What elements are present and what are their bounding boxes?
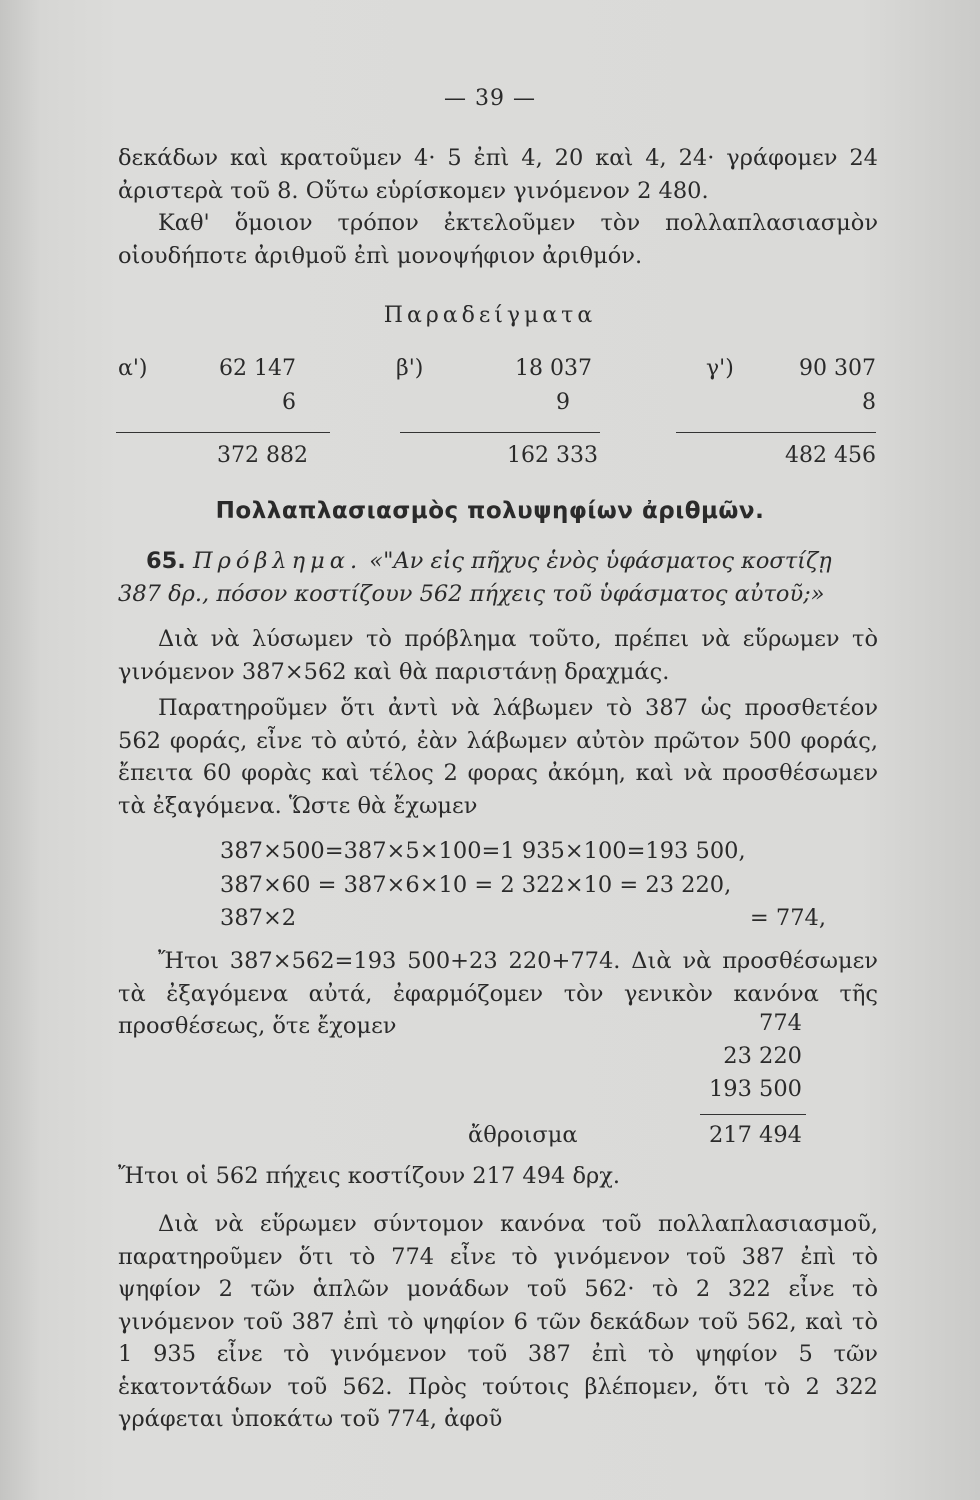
example-result: 162 333 — [507, 443, 598, 468]
problem-text-1: «"Αν εἰς πῆχυς ἑνὸς ὑφάσματος κοστίζῃ — [369, 548, 832, 574]
example-result: 482 456 — [785, 443, 876, 468]
section-heading: Πολλαπλασιασμὸς πολυψηφίων ἀριθμῶν. — [215, 498, 765, 524]
sum-total: 217 494 — [708, 1122, 802, 1148]
example-rule — [116, 432, 330, 433]
example-multiplicand: 62 147 — [219, 356, 296, 381]
example-rule — [400, 432, 600, 433]
example-multiplicand: 18 037 — [515, 356, 592, 381]
sum-rule — [700, 1114, 806, 1115]
example-label: β') — [396, 356, 424, 381]
example-label: α') — [118, 356, 148, 381]
problem-line-1 — [146, 548, 832, 574]
sum-addend: 193 500 — [708, 1076, 802, 1102]
calc-line-result: = 774, — [749, 905, 826, 931]
examples-title: Παραδείγματα — [383, 303, 597, 328]
sum-addend: 774 — [759, 1010, 802, 1036]
example-result: 372 882 — [217, 443, 308, 468]
example-multiplier: 8 — [862, 390, 876, 415]
example-rule — [676, 432, 876, 433]
sum-addend: 23 220 — [723, 1043, 802, 1069]
example-multiplicand: 90 307 — [799, 356, 876, 381]
page-number: — 39 — — [444, 86, 536, 111]
example-multiplier: 6 — [282, 390, 296, 415]
paragraph-general: Καθ' ὅμοιον τρόπον ἐκτελοῦμεν τὸν πολλαπλασιασμὸν οἱουδήποτε ἀριθμοῦ ἐπὶ μονοψήφιον ἀριθμόν. — [118, 210, 878, 269]
calc-line: 387×2 — [220, 905, 297, 931]
paragraph-rule: Διὰ νὰ εὕρωμεν σύντομον κανόνα τοῦ πολλαπλασιασμοῦ, παρατηροῦμεν ὅτι τὸ 774 εἶνε τὸ γινόμενον τοῦ 387 ἐπὶ τὸ ψηφίον 2 τῶν ἁπλῶν μονάδων τοῦ 562· τὸ 2 322 εἶνε τὸ γινόμενον τοῦ 387 ἐπὶ τὸ ψηφίον 6 τῶν δεκάδων τοῦ 562, καὶ τὸ 1 935 εἶνε τὸ γινόμενον τοῦ 387 ἐπὶ τὸ ψηφίον 5 τῶν ἑκατοντάδων τοῦ 562. Πρὸς τούτοις βλέπομεν, ὅτι τὸ 2 322 γράφεται ὑποκάτω τοῦ 774, ἀφοῦ — [118, 1211, 878, 1432]
paragraph-intro: δεκάδων καὶ κρατοῦμεν 4· 5 ἐπὶ 4, 20 καὶ 4, 24· γράφομεν 24 ἀριστερὰ τοῦ 8. Οὕτω εὑρίσκομεν γινόμενον 2 480. — [118, 145, 878, 204]
example-multiplier: 9 — [556, 390, 570, 415]
paragraph-solve: Διὰ νὰ λύσωμεν τὸ πρόβλημα τοῦτο, πρέπει νὰ εὕρωμεν τὸ γινόμενον 387×562 καὶ θὰ παριστάνῃ δραχμάς. — [118, 626, 878, 685]
problem-text-2: 387 δρ., πόσον κοστίζουν 562 πήχεις τοῦ ὑφάσματος αὐτοῦ;» — [118, 581, 825, 607]
paragraph-sum: Ἤτοι 387×562=193 500+23 220+774. Διὰ νὰ προσθέσωμεν τὰ ἐξαγόμενα αὐτά, ἐφαρμόζομεν τὸν γενικὸν κανόνα τῆς προσθέσεως, ὅτε ἔχομεν — [118, 948, 878, 1039]
calc-line: 387×500=387×5×100=1 935×100=193 500, — [220, 838, 746, 864]
problem-label: Πρόβλημα. — [193, 548, 363, 574]
paragraph-observe: Παρατηροῦμεν ὅτι ἀντὶ νὰ λάβωμεν τὸ 387 ὡς προσθετέον 562 φοράς, εἶνε τὸ αὐτό, ἐὰν λάβωμεν αὐτὸν πρῶτον 500 φοράς, ἔπειτα 60 φορὰς καὶ τέλος 2 φορας ἀκόμη, καὶ νὰ προσθέσωμεν τὰ ἐξαγόμενα. Ὥστε θὰ ἔχωμεν — [118, 695, 878, 819]
example-label: γ') — [706, 356, 734, 381]
problem-number: 65. — [146, 548, 186, 574]
calc-line: 387×60 = 387×6×10 = 2 322×10 = 23 220, — [220, 872, 732, 898]
sum-total-label: ἄθροισμα — [468, 1122, 578, 1148]
paragraph-result: Ἤτοι οἱ 562 πήχεις κοστίζουν 217 494 δρχ. — [118, 1163, 621, 1189]
